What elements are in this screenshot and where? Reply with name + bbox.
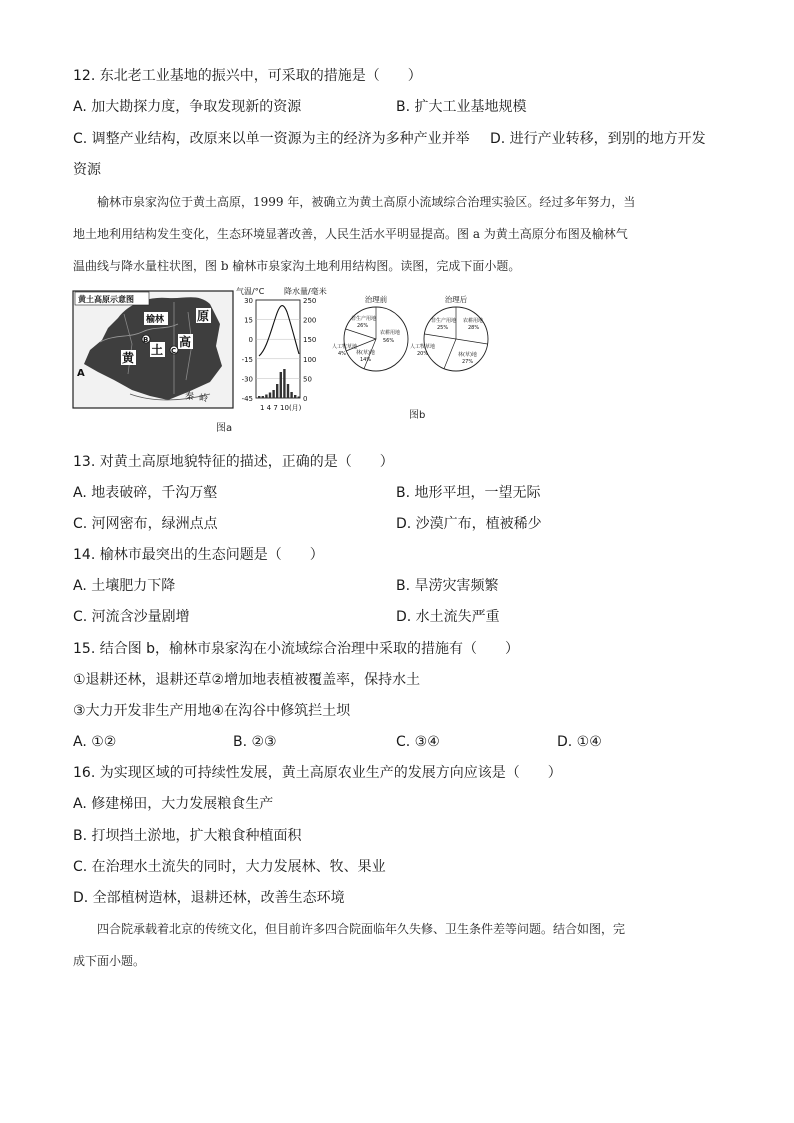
- pie-after-farmland: 农耕用地: [463, 318, 484, 324]
- precip-tick-4: 100: [303, 355, 317, 364]
- figure-a-caption: 图a: [216, 423, 233, 434]
- map-label-tu: 土: [151, 343, 164, 357]
- passage-siheyuan-line1: 四合院承载着北京的传统文化，但目前许多四合院面临年久失修、卫生条件差等问题。结合如图，完: [97, 922, 626, 936]
- precip-bar-jan: [258, 396, 260, 398]
- pie-before-artificial: 人工牧草地: [332, 344, 358, 350]
- passage-loess-line1: 榆林市泉家沟位于黄土高原，1999 年，被确立为黄土高原小流域综合治理实验区。经过多年努力，当: [97, 195, 636, 209]
- q15-option-a[interactable]: A. ①②: [73, 734, 117, 750]
- q12-option-d-continued: 资源: [73, 162, 101, 178]
- q13-option-a[interactable]: A. 地表破碎，千沟万壑: [73, 485, 218, 501]
- map-label-yuan: 原: [197, 309, 210, 323]
- q15-stem: 15. 结合图 b，榆林市泉家沟在小流域综合治理中采取的措施有（ ）: [73, 641, 520, 657]
- pie-before-nonprod-pct: 26%: [357, 323, 369, 329]
- map-label-ling: 岭: [199, 394, 209, 404]
- q15-statement-2: ③大力开发非生产用地④在沟谷中修筑拦土坝: [73, 703, 351, 719]
- q15-statement-1: ①退耕还林，退耕还草②增加地表植被覆盖率，保持水土: [73, 672, 421, 688]
- temp-tick-2: 15: [244, 316, 253, 325]
- passage-loess-line2: 地土地利用结构发生变化，生态环境显著改善，人民生活水平明显提高。图 a 为黄土高原分布图及榆林气: [73, 227, 628, 241]
- passage-loess-line3: 温曲线与降水量柱状图，图 b 榆林市泉家沟土地利用结构图。读图，完成下面小题。: [73, 259, 521, 273]
- figure-b-caption: 图b: [409, 410, 426, 421]
- precip-bar-sep: [287, 384, 289, 398]
- precip-bar-mar: [265, 395, 267, 399]
- precip-bar-oct: [290, 392, 292, 398]
- precip-bar-feb: [262, 396, 264, 398]
- pie-after-artificial: 人工牧草地: [410, 344, 436, 350]
- precip-tick-3: 150: [303, 336, 317, 345]
- precip-tick-2: 200: [303, 316, 317, 325]
- q14-option-d[interactable]: D. 水土流失严重: [396, 609, 500, 625]
- pie-after-artificial-pct: 20%: [417, 351, 429, 357]
- pie-before-forest-pct: 14%: [360, 357, 372, 363]
- q14-option-c[interactable]: C. 河流含沙量剧增: [73, 609, 190, 625]
- pie-after: [410, 294, 488, 371]
- temp-tick-4: -15: [241, 355, 253, 364]
- q13-option-d[interactable]: D. 沙漠广布，植被稀少: [396, 516, 542, 532]
- q12-option-c[interactable]: C. 调整产业结构，改原来以单一资源为主的经济为多种产业并举: [73, 131, 470, 147]
- pie-before-nonprod: 非生产用地: [351, 316, 377, 322]
- temp-axis-label: 气温/°C: [236, 287, 265, 296]
- q16-option-a[interactable]: A. 修建梯田，大力发展粮食生产: [73, 796, 274, 812]
- q16-option-b[interactable]: B. 打坝挡土淤地，扩大粮食种植面积: [73, 828, 302, 844]
- map-label-yulin: 榆林: [146, 315, 165, 325]
- pie-before: [332, 294, 408, 371]
- map-label-qin: 秦: [185, 392, 195, 402]
- pie-before-farmland: 农耕用地: [380, 330, 401, 336]
- map-label-huang: 黄: [122, 351, 135, 365]
- precip-bar-aug: [283, 369, 285, 398]
- loess-plateau-map: [73, 291, 233, 408]
- map-title: 黄土高原示意图: [78, 295, 134, 304]
- q14-option-a[interactable]: A. 土壤肥力下降: [73, 578, 176, 594]
- temp-tick-3: 0: [248, 336, 253, 345]
- precip-bar-nov: [294, 395, 296, 398]
- q15-option-b[interactable]: B. ②③: [233, 734, 277, 750]
- precip-tick-5: 50: [303, 375, 312, 384]
- map-label-gao: 高: [179, 335, 192, 349]
- precip-bar-jul: [280, 372, 282, 398]
- q13-option-c[interactable]: C. 河网密布，绿洲点点: [73, 516, 218, 532]
- q16-option-c[interactable]: C. 在治理水土流失的同时，大力发展林、牧、果业: [73, 859, 386, 875]
- pie-after-forest-pct: 27%: [462, 359, 474, 365]
- precip-bar-apr: [269, 393, 271, 399]
- pie-after-nonprod-pct: 25%: [437, 325, 449, 331]
- precip-tick-6: 0: [303, 395, 308, 403]
- precip-bar-dec: [298, 397, 300, 399]
- q14-stem: 14. 榆林市最突出的生态问题是（ ）: [73, 547, 324, 563]
- pie-after-forest: 林(草)地: [458, 352, 477, 358]
- precip-axis-label: 降水量/毫米: [284, 287, 327, 296]
- passage-siheyuan: [73, 919, 723, 983]
- q14-option-b[interactable]: B. 旱涝灾害频繁: [396, 578, 499, 594]
- passage-loess: [73, 192, 723, 288]
- figures-area: [70, 284, 500, 434]
- precip-bar-jun: [276, 384, 278, 398]
- pie-before-forest: 林(草)地: [356, 350, 375, 356]
- q16-stem: 16. 为实现区域的可持续性发展，黄土高原农业生产的发展方向应该是（ ）: [73, 765, 562, 781]
- map-point-c: C: [171, 347, 177, 355]
- temp-tick-1: 30: [244, 297, 253, 305]
- pie-before-title: 治理前: [364, 295, 388, 304]
- yulin-climate-chart: [236, 286, 327, 412]
- precip-bar-may: [272, 390, 274, 398]
- q15-option-d[interactable]: D. ①④: [557, 734, 602, 750]
- q16-option-d[interactable]: D. 全部植树造林，退耕还林，改善生态环境: [73, 890, 345, 906]
- q12-stem: 12. 东北老工业基地的振兴中，可采取的措施是（ ）: [73, 68, 422, 84]
- map-point-a: A: [77, 368, 85, 379]
- temp-tick-6: -45: [241, 395, 253, 403]
- pie-before-farmland-pct: 56%: [383, 338, 395, 344]
- passage-siheyuan-line2: 成下面小题。: [73, 954, 146, 968]
- q13-stem: 13. 对黄土高原地貌特征的描述，正确的是（ ）: [73, 454, 394, 470]
- temp-tick-5: -30: [241, 375, 253, 384]
- q15-option-c[interactable]: C. ③④: [396, 734, 440, 750]
- month-axis-label: 1 4 7 10(月): [260, 404, 302, 412]
- pie-after-nonprod: 非生产用地: [431, 318, 457, 324]
- pie-after-farmland-pct: 28%: [468, 325, 480, 331]
- q12-option-b[interactable]: B. 扩大工业基地规模: [396, 99, 527, 115]
- pie-before-artificial-pct: 4%: [338, 351, 346, 357]
- q12-option-d[interactable]: D. 进行产业转移，到别的地方开发: [490, 131, 706, 147]
- pie-after-title: 治理后: [444, 295, 468, 304]
- map-point-b: B: [143, 336, 149, 344]
- precip-tick-1: 250: [303, 297, 317, 305]
- q13-option-b[interactable]: B. 地形平坦，一望无际: [396, 485, 541, 501]
- q12-option-a[interactable]: A. 加大勘探力度，争取发现新的资源: [73, 99, 302, 115]
